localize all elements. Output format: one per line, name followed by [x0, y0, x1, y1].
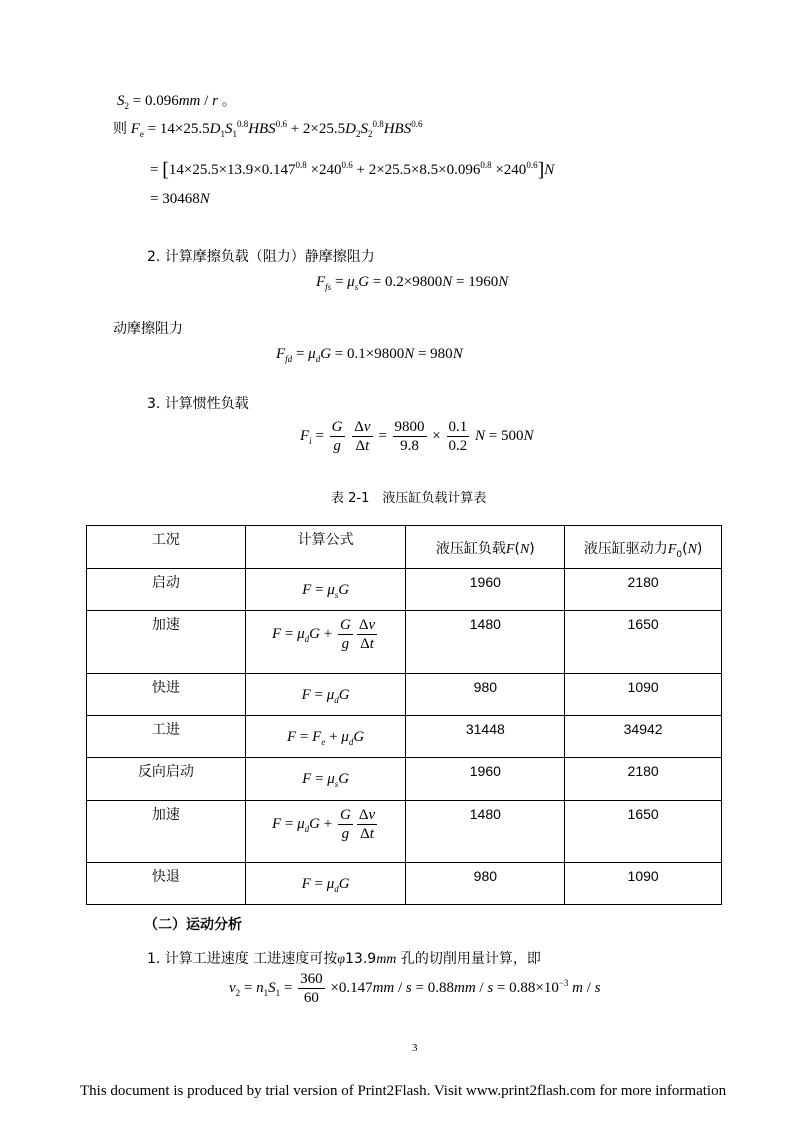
load-cell: 980 [473, 868, 498, 884]
condition-cell: 快进 [151, 680, 180, 696]
then-label: 则 [113, 121, 127, 137]
condition-cell: 启动 [151, 575, 180, 591]
drive-cell: 1090 [627, 868, 659, 884]
s2-value-line: $S_2 = 0.096mm / r$ 。 [117, 93, 237, 111]
table-caption: 表 2-1 液压缸负载计算表 [331, 491, 487, 506]
static-friction-formula: $F_{fs} = \mu_sG = 0.2\times 9800N = 1960N$ [316, 274, 509, 292]
condition-cell: 加速 [151, 807, 180, 823]
inertia-formula: $F_i$ = $\frac{G}{g}$ $\frac{\Delta v}{\Delta t}$ = $\frac{9800}{9.8}$ × $\frac{0.1}{0.2}$ N = 500N [300, 419, 534, 454]
load-cell: 1480 [469, 806, 501, 822]
dynamic-friction-label: 动摩擦阻力 [113, 321, 183, 337]
drive-cell: 2180 [627, 574, 659, 590]
drive-cell: 1650 [627, 616, 659, 632]
table-header-row [87, 526, 722, 569]
header-load: 液压缸负载F(N) [435, 541, 535, 557]
load-calc-table [86, 525, 722, 905]
load-cell: 980 [473, 679, 498, 695]
drive-cell: 1090 [627, 679, 659, 695]
load-cell: 31448 [465, 721, 505, 737]
formula-cell: $F = \mu_dG$ [301, 876, 350, 894]
table-row [87, 611, 722, 674]
load-cell: 1960 [469, 574, 501, 590]
trial-version-footer: This document is produced by trial version of Print2Flash. Visit www.print2flash.com for more information [80, 1083, 727, 1099]
dynamic-friction-formula: $F_{fd} = \mu_dG = 0.1\times 9800N = 980N$ [276, 346, 463, 364]
section2-item1: 1. 计算工进速度 工进速度可按φ13.9mm 孔的切削用量计算，即 [147, 951, 541, 967]
formula-cell: $F = \mu_sG$ [302, 582, 350, 600]
load-cell: 1480 [469, 616, 501, 632]
drive-cell: 2180 [627, 763, 659, 779]
table-row [87, 863, 722, 905]
header-formula: 计算公式 [297, 532, 354, 548]
condition-cell: 工进 [151, 722, 180, 738]
formula-cell: $F = \mu_dG$ + $\frac{G}{g}$ $\frac{\Delta v}{\Delta t}$ [272, 807, 376, 842]
page-number: 3 [412, 1042, 418, 1054]
fe-formula-line: 则 $F_e = 14\times 25.5D_1S_1^{0.8}HBS^{0.6} + 2\times 25.5D_2S_2^{0.8}HBS^{0.6}$ [113, 119, 423, 139]
header-drive: 液压缸驱动力$F_0(N)$ [583, 541, 703, 560]
section2-heading: （二）运动分析 [144, 917, 242, 933]
item2-heading: 2. 计算摩擦负载（阻力）静摩擦阻力 [147, 249, 375, 265]
velocity-formula: $v_2 = n_1S_1$ = $\frac{360}{60}$ $\times 0.147mm / s = 0.88mm / s = 0.88\times 10^{-3}$ m / s [229, 971, 601, 1006]
item3-heading: 3. 计算惯性负载 [147, 396, 249, 412]
condition-cell: 加速 [151, 617, 180, 633]
table-row [87, 674, 722, 716]
table-row [87, 716, 722, 758]
header-condition: 工况 [151, 532, 180, 548]
drive-cell: 34942 [623, 721, 663, 737]
load-cell: 1960 [469, 763, 501, 779]
formula-cell: $F = \mu_sG$ [302, 771, 350, 789]
table-row [87, 758, 722, 801]
condition-cell: 快退 [151, 869, 180, 885]
drive-cell: 1650 [627, 806, 659, 822]
table-row [87, 801, 722, 863]
formula-cell: $F = \mu_dG$ + $\frac{G}{g}$ $\frac{\Delta v}{\Delta t}$ [272, 617, 376, 652]
formula-cell: $F = \mu_dG$ [301, 687, 350, 705]
table-row [87, 569, 722, 611]
fe-result-line: = 30468N [150, 191, 210, 207]
formula-cell: $F = F_e + \mu_dG$ [287, 729, 365, 747]
fe-calc-line: = $[14\times 25.5\times 13.9\times 0.147^{0.8} \times 240^{0.6} + 2\times 25.5\times 8.5\times 0.096^{0.8} \times 240^{0.6}]N$ [150, 159, 555, 181]
condition-cell: 反向启动 [137, 764, 194, 780]
